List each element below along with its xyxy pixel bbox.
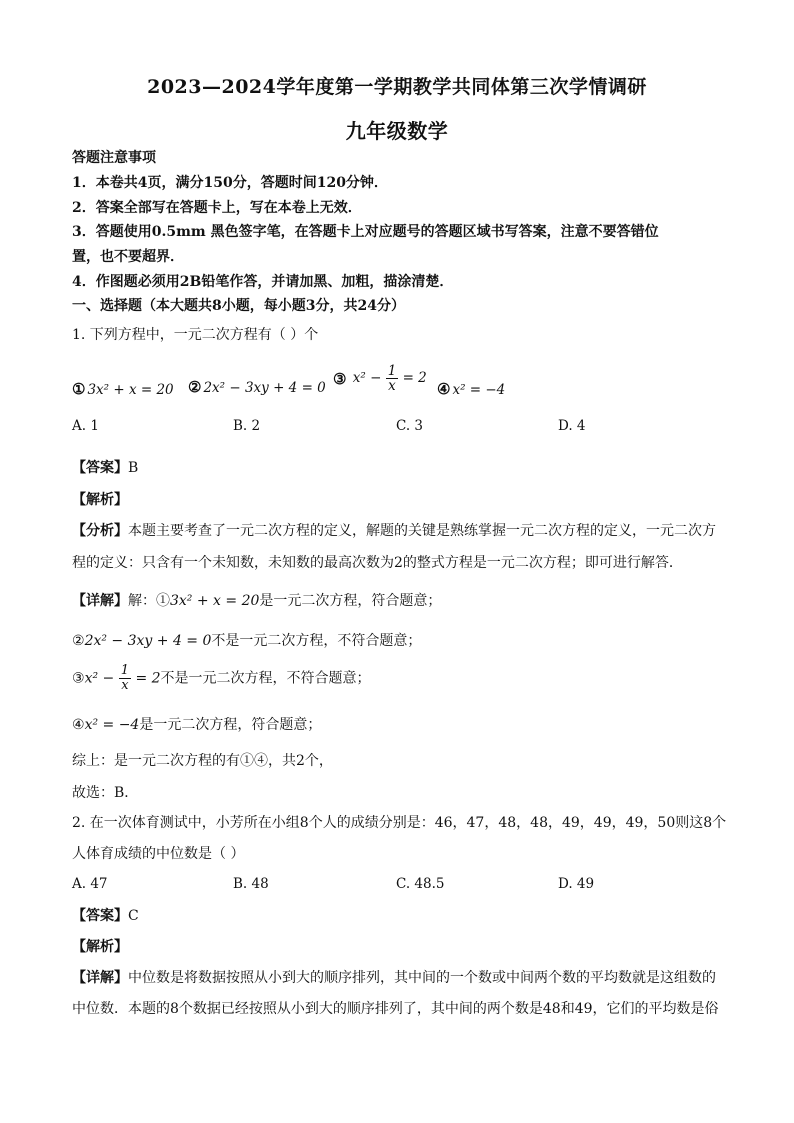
- choice-a: A. 47: [72, 876, 108, 892]
- detail-line: 中位数．本题的8个数据已经按照从小到大的顺序排列了，其中间的两个数是48和49，它们的平均数是俗: [72, 1001, 719, 1017]
- notice-heading: 答题注意事项: [72, 150, 156, 166]
- notice-item: 1．本卷共4页，满分150分，答题时间120分钟．: [72, 175, 388, 191]
- equation-1: ① 3x² + x = 20: [72, 380, 174, 398]
- choice-b: B. 48: [233, 876, 269, 892]
- summary-line: 综上：是一元二次方程的有①④，共2个，: [72, 753, 333, 769]
- detail-line: ③x² − $\frac{1}{x}$ = 2不是一元二次方程，不符合题意；: [72, 663, 371, 693]
- detail-line: 【详解】解：①3x² + x = 20是一元二次方程，符合题意；: [72, 593, 442, 609]
- question-stem: 人体育成绩的中位数是（ ）: [72, 846, 245, 862]
- choice-d: D. 49: [558, 876, 595, 892]
- notice-item: 4．作图题必须用2B铅笔作答，并请加黑、加粗，描涂清楚．: [72, 274, 454, 290]
- notice-item: 置，也不要超界．: [72, 249, 184, 265]
- question-stem: 2. 在一次体育测试中，小芳所在小组8个人的成绩分别是：46，47，48，48，49，49，49，50则这8个: [72, 815, 727, 831]
- notice-item: 2．答案全部写在答题卡上，写在本卷上无效．: [72, 200, 362, 216]
- detail-line: 【详解】中位数是将数据按照从小到大的顺序排列，其中间的一个数或中间两个数的平均数就是这组数的: [72, 970, 716, 986]
- choice-c: C. 3: [396, 418, 424, 434]
- choice-c: C. 48.5: [396, 876, 445, 892]
- detail-line: ④x² = −4是一元二次方程，符合题意；: [72, 717, 322, 733]
- answer-line: 【答案】C: [72, 908, 139, 924]
- page-subtitle: 九年级数学: [345, 119, 449, 143]
- answer-line: 【答案】B: [72, 460, 139, 476]
- analysis-tag: 【解析】: [72, 492, 128, 508]
- choice-b: B. 2: [233, 418, 261, 434]
- equation-2: ② 2x² − 3xy + 4 = 0: [188, 378, 326, 396]
- equation-4: ④ x² = −4: [437, 380, 506, 398]
- page-title: 2023—2024学年度第一学期教学共同体第三次学情调研: [147, 76, 647, 98]
- section-heading: 一、选择题（本大题共8小题，每小题3分，共24分）: [72, 298, 405, 314]
- equation-3: ③ x² − $\frac{1}{x}$ = 2: [333, 363, 427, 394]
- choice-d: D. 4: [558, 418, 586, 434]
- choose-line: 故选：B．: [72, 785, 139, 801]
- analysis-line: 【分析】本题主要考查了一元二次方程的定义，解题的关键是熟练掌握一元二次方程的定义，一元二次方: [72, 523, 716, 539]
- detail-line: ②2x² − 3xy + 4 = 0不是一元二次方程，不符合题意；: [72, 633, 422, 649]
- analysis-tag: 【解析】: [72, 939, 128, 955]
- choice-a: A. 1: [72, 418, 99, 434]
- notice-item: 3．答题使用0.5mm 黑色签字笔，在答题卡上对应题号的答题区域书写答案，注意不要答错位: [72, 224, 659, 240]
- question-stem: 1. 下列方程中，一元二次方程有（ ）个: [72, 327, 319, 343]
- analysis-line: 程的定义：只含有一个未知数，未知数的最高次数为2的整式方程是一元二次方程；即可进行解答．: [72, 555, 683, 571]
